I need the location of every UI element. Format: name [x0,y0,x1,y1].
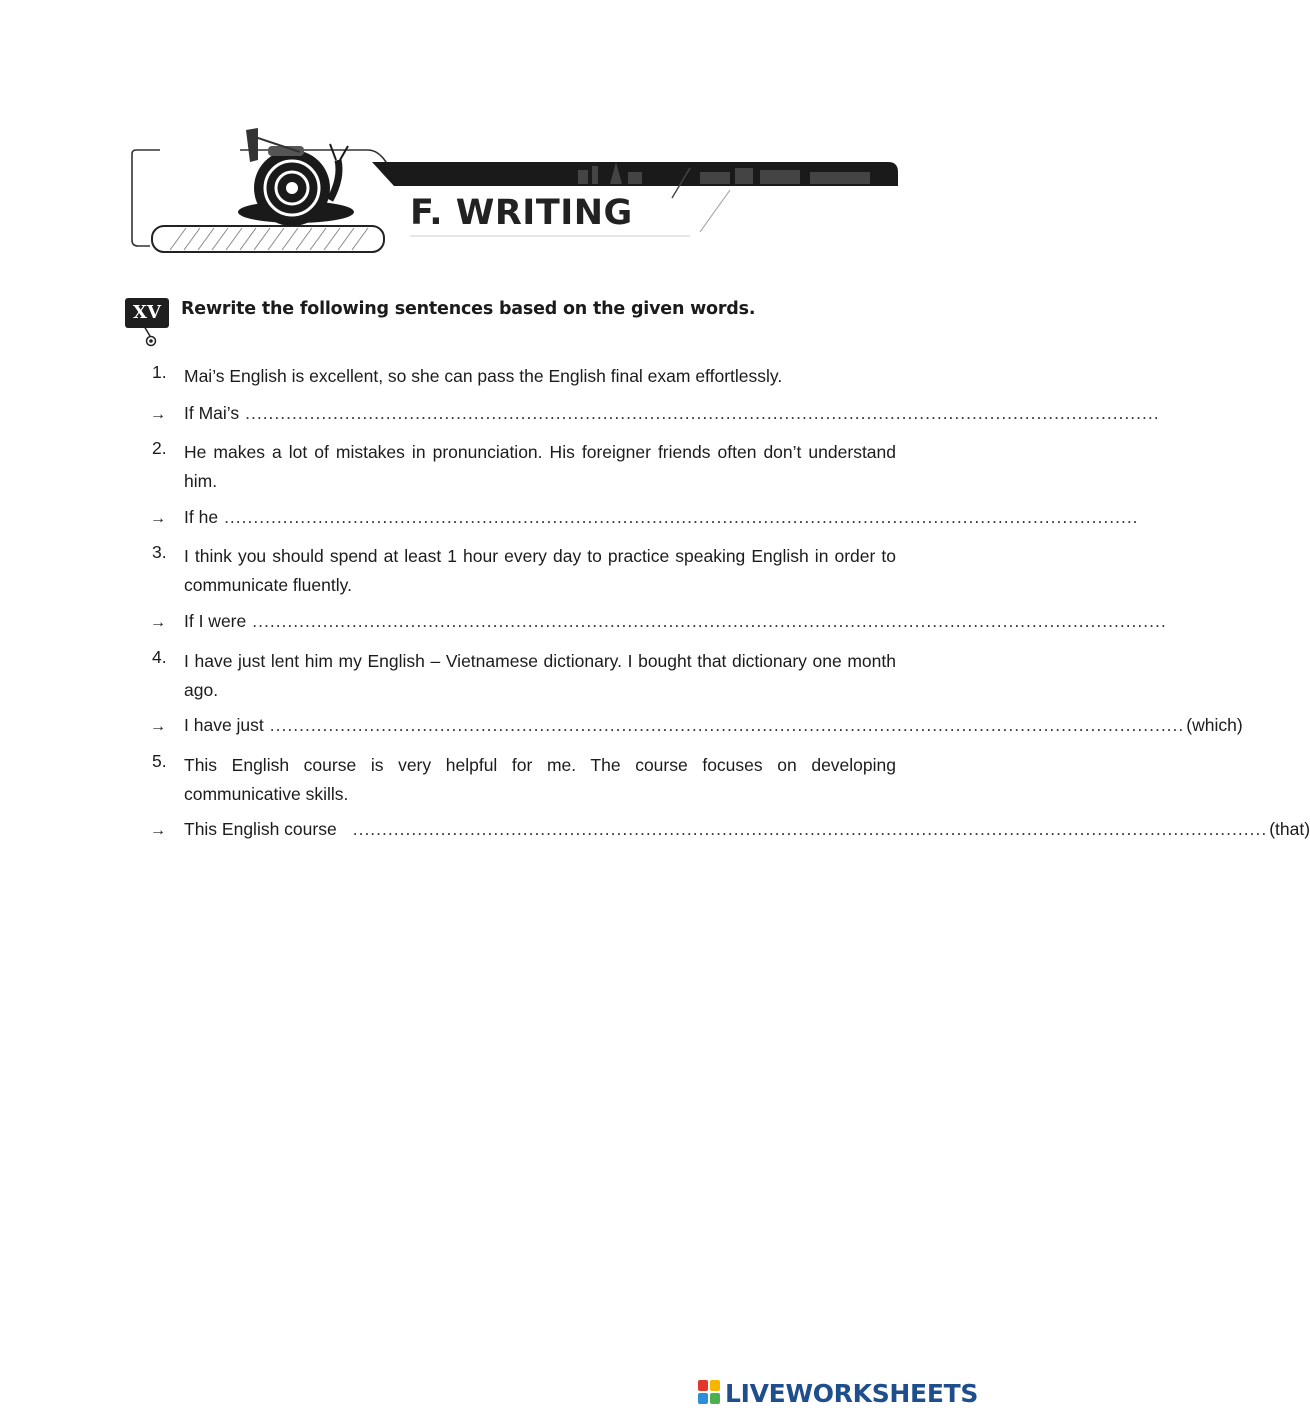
question-text: I think you should spend at least 1 hour every day to practice speaking English in order to communicate fluently. [184,546,896,595]
question-item [0,542,1000,602]
logo-text: LIVEWORKSHEETS [725,1378,979,1408]
section-title: F. WRITING [410,193,633,233]
exercise-instruction: Rewrite the following sentences based on the given words. [181,299,756,319]
answer-line[interactable] [150,611,1167,637]
answer-blank[interactable]: ............................................................................................................................................................ [269,715,1185,735]
answer-prompt: If Mai’s [184,403,240,423]
answer-line[interactable] [150,819,1310,845]
answer-blank[interactable]: ............................................................................................................................................................ [352,819,1268,839]
answer-line[interactable] [150,403,1160,429]
answer-blank[interactable]: ............................................................................................................................................................ [252,611,1167,631]
question-number: 1. [152,362,167,382]
question-text: This English course is very helpful for me. The course focuses on developing communicative skills. [184,755,896,804]
arrow-right-icon: → [150,406,166,423]
question-item [0,438,1000,498]
liveworksheets-logo [698,1378,978,1408]
answer-line[interactable] [150,507,1139,533]
answer-blank[interactable]: ............................................................................................................................................................ [224,507,1139,527]
question-number: 5. [152,751,167,771]
arrow-right-icon: → [150,822,166,839]
exercise-badge: XV [125,298,169,328]
question-item [0,647,1000,707]
arrow-right-icon: → [150,614,166,631]
question-number: 3. [152,542,167,562]
answer-prompt: If I were [184,611,247,631]
arrow-right-icon: → [150,510,166,527]
answer-hint: (which) [1186,715,1243,735]
question-item [0,362,1000,392]
answer-prompt: This English course [184,819,337,839]
question-text: Mai’s English is excellent, so she can pass the English final exam effortlessly. [184,366,783,386]
answer-line[interactable] [150,715,1243,741]
arrow-right-icon: → [150,718,166,735]
section-banner [0,0,1000,280]
answer-hint: (that) [1269,819,1310,839]
question-item [0,751,1000,811]
question-number: 2. [152,438,167,458]
answer-blank[interactable]: ............................................................................................................................................................ [245,403,1160,423]
banner-graphic [0,0,1000,280]
answer-prompt: If he [184,507,219,527]
answer-prompt: I have just [184,715,264,735]
question-text: I have just lent him my English – Vietnamese dictionary. I bought that dictionary one month ago. [184,651,896,700]
question-text: He makes a lot of mistakes in pronunciation. His foreigner friends often don’t understand him. [184,442,896,491]
logo-mark-icon [698,1380,722,1406]
question-number: 4. [152,647,167,667]
pin-icon [138,326,158,348]
